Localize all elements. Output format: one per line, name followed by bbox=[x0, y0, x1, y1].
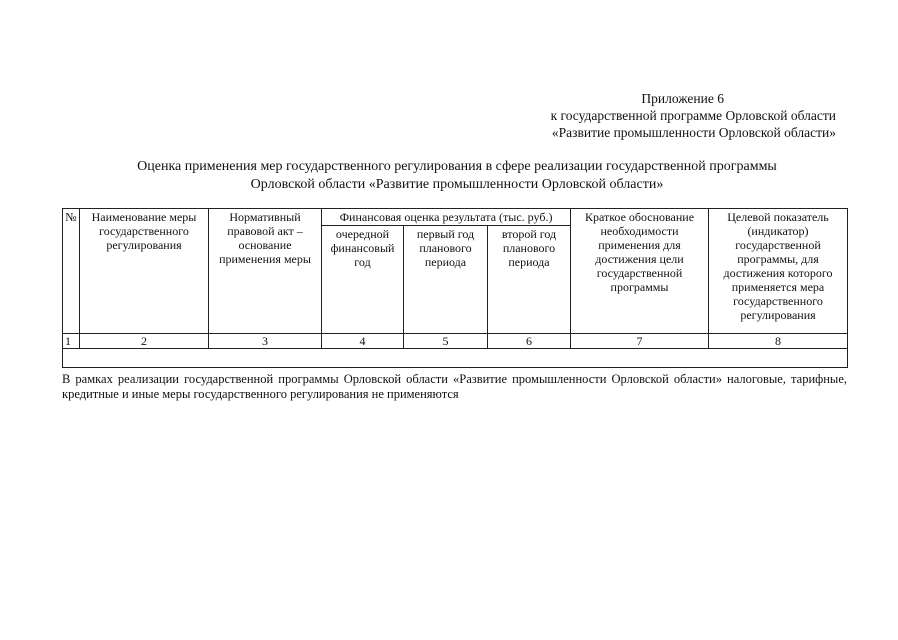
appendix-header bbox=[551, 90, 836, 141]
footnote-text: В рамках реализации государственной программы Орловской области «Развитие промышленности Орловской области» налоговые, тарифные, кредитные и иные меры государственного регулирования не применяются bbox=[62, 372, 847, 401]
column-number: 2 bbox=[80, 334, 209, 349]
header-legal-act: Нормативный правовой акт – основание применения меры bbox=[209, 209, 322, 334]
header-target-indicator: Целевой показатель (индикатор) государственной программы, для достижения которого применяется мера государственного регулирования bbox=[709, 209, 848, 334]
header-first-planning-year: первый год планового периода bbox=[404, 226, 488, 334]
column-number: 4 bbox=[322, 334, 404, 349]
column-number: 3 bbox=[209, 334, 322, 349]
header-next-financial-year: очередной финансовый год bbox=[322, 226, 404, 334]
document-title-line-1: Оценка применения мер государственного регулирования в сфере реализации государственной программы bbox=[137, 159, 777, 174]
empty-data-row bbox=[63, 349, 848, 368]
header-justification: Краткое обоснование необходимости применения для достижения цели государственной программы bbox=[571, 209, 709, 334]
column-number: 6 bbox=[488, 334, 571, 349]
appendix-number: Приложение 6 bbox=[641, 91, 724, 106]
measures-table bbox=[62, 208, 848, 368]
column-number: 5 bbox=[404, 334, 488, 349]
appendix-program-name: «Развитие промышленности Орловской области» bbox=[551, 125, 836, 140]
header-measure-name: Наименование меры государственного регулирования bbox=[80, 209, 209, 334]
document-title bbox=[62, 158, 852, 194]
column-number-row bbox=[63, 334, 848, 349]
empty-cell bbox=[63, 349, 848, 368]
header-financial-assessment: Финансовая оценка результата (тыс. руб.) bbox=[322, 209, 571, 226]
header-num: № bbox=[63, 209, 80, 334]
document-title-line-2: Орловской области «Развитие промышленности Орловской области» bbox=[250, 177, 664, 192]
appendix-program-ref: к государственной программе Орловской области bbox=[550, 108, 836, 123]
column-number: 8 bbox=[709, 334, 848, 349]
column-number: 7 bbox=[571, 334, 709, 349]
column-number: 1 bbox=[63, 334, 80, 349]
header-row-1 bbox=[63, 209, 848, 226]
header-second-planning-year: второй год планового периода bbox=[488, 226, 571, 334]
